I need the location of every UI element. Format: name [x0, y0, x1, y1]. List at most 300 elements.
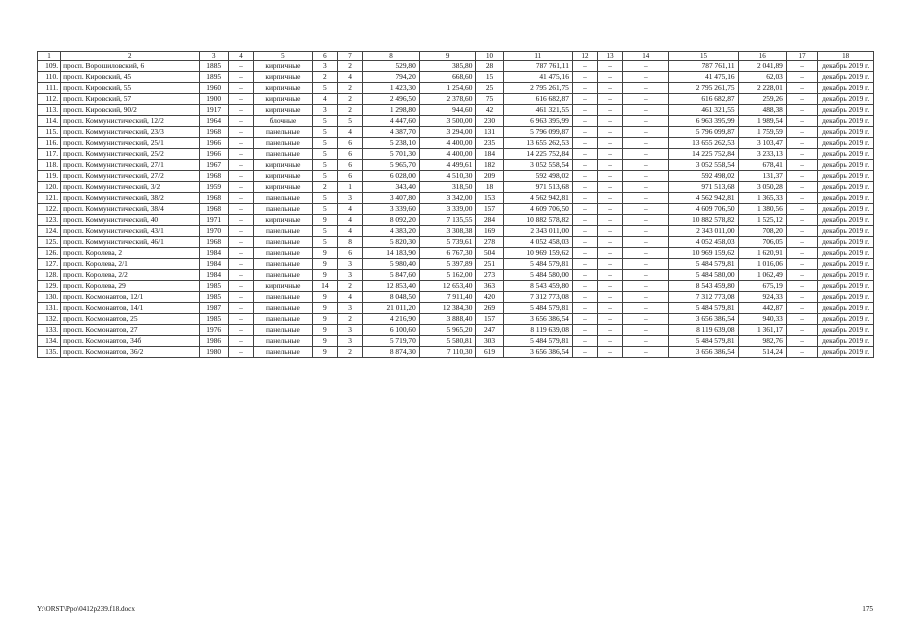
table-cell: 4 052 458,03	[503, 237, 572, 248]
table-cell: –	[623, 292, 669, 303]
table-cell: –	[598, 259, 623, 270]
table-cell: –	[786, 160, 817, 171]
table-cell: –	[786, 259, 817, 270]
address-cell: просп. Коммунистический, 23/3	[61, 127, 199, 138]
table-cell: –	[572, 303, 597, 314]
table-cell: 3	[337, 303, 362, 314]
column-number-cell: 4	[228, 52, 253, 61]
table-cell: 5	[337, 116, 362, 127]
address-cell: просп. Коммунистический, 40	[61, 215, 199, 226]
table-cell: –	[623, 83, 669, 94]
table-cell: –	[623, 215, 669, 226]
table-cell: 3 308,38	[419, 226, 476, 237]
table-cell: 4 510,30	[419, 171, 476, 182]
table-cell: 5	[312, 83, 337, 94]
deadline-cell: декабрь 2019 г.	[818, 61, 874, 72]
table-cell: –	[598, 61, 623, 72]
table-cell: 14 225 752,84	[669, 149, 738, 160]
address-cell: просп. Коммунистический, 38/4	[61, 204, 199, 215]
table-cell: –	[228, 336, 253, 347]
table-cell: 2 795 261,75	[503, 83, 572, 94]
table-cell: 1984	[199, 259, 228, 270]
table-cell: 124.	[38, 226, 61, 237]
table-cell: 131,37	[738, 171, 786, 182]
table-cell: 6 028,00	[363, 171, 420, 182]
table-cell: –	[572, 314, 597, 325]
table-cell: 3 656 386,54	[503, 314, 572, 325]
table-cell: 5 162,00	[419, 270, 476, 281]
table-row	[38, 281, 874, 292]
table-row	[38, 193, 874, 204]
column-number-cell: 12	[572, 52, 597, 61]
table-cell: 182	[476, 160, 503, 171]
table-cell: 1985	[199, 292, 228, 303]
deadline-cell: декабрь 2019 г.	[818, 336, 874, 347]
table-cell: 184	[476, 149, 503, 160]
table-cell: 4	[312, 94, 337, 105]
table-cell: –	[598, 281, 623, 292]
table-cell: –	[786, 204, 817, 215]
table-cell: –	[786, 281, 817, 292]
table-row	[38, 325, 874, 336]
table-cell: 940,33	[738, 314, 786, 325]
table-row	[38, 171, 874, 182]
table-cell: 1960	[199, 83, 228, 94]
table-cell: 318,50	[419, 182, 476, 193]
table-cell: –	[786, 336, 817, 347]
table-cell: 1 365,33	[738, 193, 786, 204]
table-cell: 7 312 773,08	[503, 292, 572, 303]
table-cell: 75	[476, 94, 503, 105]
table-cell: 1985	[199, 281, 228, 292]
table-cell: 3 233,13	[738, 149, 786, 160]
table-cell: 3 052 558,54	[503, 160, 572, 171]
table-cell: 209	[476, 171, 503, 182]
address-cell: просп. Коммунистический, 3/2	[61, 182, 199, 193]
table-cell: 9	[312, 292, 337, 303]
table-cell: –	[623, 138, 669, 149]
table-row	[38, 182, 874, 193]
deadline-cell: декабрь 2019 г.	[818, 193, 874, 204]
table-cell: –	[598, 94, 623, 105]
table-cell: 1976	[199, 325, 228, 336]
table-cell: 2	[312, 72, 337, 83]
table-cell: 1 298,80	[363, 105, 420, 116]
deadline-cell: декабрь 2019 г.	[818, 83, 874, 94]
table-cell: –	[598, 248, 623, 259]
address-cell: просп. Коммунистический, 12/2	[61, 116, 199, 127]
table-cell: 442,87	[738, 303, 786, 314]
table-cell: 1967	[199, 160, 228, 171]
table-cell: 6 100,60	[363, 325, 420, 336]
table-cell: 1968	[199, 237, 228, 248]
table-cell: 2 496,50	[363, 94, 420, 105]
table-cell: –	[572, 193, 597, 204]
table-cell: 6	[337, 160, 362, 171]
table-cell: –	[623, 204, 669, 215]
table-cell: 1895	[199, 72, 228, 83]
table-cell: 529,80	[363, 61, 420, 72]
table-cell: –	[623, 237, 669, 248]
table-row	[38, 314, 874, 325]
address-cell: просп. Космонавтов, 14/1	[61, 303, 199, 314]
table-cell: –	[228, 281, 253, 292]
table-cell: 1980	[199, 347, 228, 358]
address-cell: просп. Кировский, 90/2	[61, 105, 199, 116]
table-cell: 5 484 579,81	[503, 303, 572, 314]
table-cell: –	[623, 281, 669, 292]
table-cell: 706,05	[738, 237, 786, 248]
table-cell: 4	[337, 72, 362, 83]
table-cell: панельные	[254, 204, 313, 215]
table-cell: –	[786, 72, 817, 83]
table-cell: –	[572, 182, 597, 193]
table-cell: 5 484 579,81	[669, 336, 738, 347]
deadline-cell: декабрь 2019 г.	[818, 116, 874, 127]
table-cell: 169	[476, 226, 503, 237]
table-cell: 1984	[199, 270, 228, 281]
table-cell: –	[572, 259, 597, 270]
deadline-cell: декабрь 2019 г.	[818, 105, 874, 116]
table-cell: 6	[337, 171, 362, 182]
table-cell: –	[572, 336, 597, 347]
table-cell: 592 498,02	[503, 171, 572, 182]
table-cell: –	[786, 193, 817, 204]
table-cell: 5	[312, 204, 337, 215]
table-cell: 8 092,20	[363, 215, 420, 226]
table-cell: 130.	[38, 292, 61, 303]
table-cell: –	[598, 270, 623, 281]
table-cell: –	[623, 248, 669, 259]
table-cell: 2 795 261,75	[669, 83, 738, 94]
table-cell: 1917	[199, 105, 228, 116]
column-number-cell: 9	[419, 52, 476, 61]
column-number-cell: 1	[38, 52, 61, 61]
column-number-cell: 13	[598, 52, 623, 61]
column-number-cell: 16	[738, 52, 786, 61]
deadline-cell: декабрь 2019 г.	[818, 204, 874, 215]
table-cell: 4 609 706,50	[503, 204, 572, 215]
table-cell: 121.	[38, 193, 61, 204]
table-cell: 132.	[38, 314, 61, 325]
address-cell: просп. Королева, 2/1	[61, 259, 199, 270]
table-cell: –	[228, 160, 253, 171]
column-number-cell: 10	[476, 52, 503, 61]
table-cell: 3	[337, 193, 362, 204]
table-cell: 1 361,17	[738, 325, 786, 336]
table-cell: 6	[337, 138, 362, 149]
table-cell: –	[623, 193, 669, 204]
table-row	[38, 237, 874, 248]
table-cell: 678,41	[738, 160, 786, 171]
table-cell: кирпичные	[254, 83, 313, 94]
table-cell: 4 216,90	[363, 314, 420, 325]
table-cell: 14	[312, 281, 337, 292]
table-cell: –	[572, 237, 597, 248]
table-cell: 125.	[38, 237, 61, 248]
table-cell: 5 980,40	[363, 259, 420, 270]
table-cell: 7 135,55	[419, 215, 476, 226]
deadline-cell: декабрь 2019 г.	[818, 182, 874, 193]
table-cell: –	[572, 149, 597, 160]
table-cell: 3	[312, 61, 337, 72]
table-cell: 461 321,55	[669, 105, 738, 116]
table-cell: кирпичные	[254, 281, 313, 292]
table-cell: 3 052 558,54	[669, 160, 738, 171]
table-cell: –	[786, 105, 817, 116]
address-cell: просп. Коммунистический, 38/2	[61, 193, 199, 204]
table-cell: 153	[476, 193, 503, 204]
table-cell: 3	[312, 105, 337, 116]
table-cell: –	[228, 270, 253, 281]
column-number-cell: 5	[254, 52, 313, 61]
table-cell: 1987	[199, 303, 228, 314]
table-cell: 6 767,30	[419, 248, 476, 259]
table-cell: –	[786, 182, 817, 193]
footer-page-number: 175	[862, 605, 873, 613]
table-cell: 5 796 099,87	[503, 127, 572, 138]
table-cell: 9	[312, 215, 337, 226]
table-cell: –	[572, 94, 597, 105]
table-cell: панельные	[254, 138, 313, 149]
table-cell: панельные	[254, 347, 313, 358]
table-cell: –	[786, 270, 817, 281]
table-cell: 6	[337, 149, 362, 160]
table-cell: 5 484 579,81	[503, 336, 572, 347]
table-cell: –	[623, 259, 669, 270]
table-cell: –	[598, 347, 623, 358]
table-cell: –	[623, 61, 669, 72]
column-number-cell: 15	[669, 52, 738, 61]
table-cell: –	[572, 270, 597, 281]
table-cell: 235	[476, 138, 503, 149]
table-cell: 971 513,68	[503, 182, 572, 193]
table-cell: 5	[312, 116, 337, 127]
table-cell: 3 656 386,54	[669, 347, 738, 358]
table-cell: –	[572, 226, 597, 237]
table-cell: 9	[312, 270, 337, 281]
table-cell: –	[228, 226, 253, 237]
table-cell: 5 796 099,87	[669, 127, 738, 138]
table-cell: 123.	[38, 215, 61, 226]
table-cell: 62,03	[738, 72, 786, 83]
table-cell: –	[598, 292, 623, 303]
table-cell: 1 620,91	[738, 248, 786, 259]
table-cell: 5 484 580,00	[503, 270, 572, 281]
address-cell: просп. Кировский, 45	[61, 72, 199, 83]
table-cell: –	[623, 347, 669, 358]
table-cell: –	[786, 127, 817, 138]
table-cell: –	[572, 61, 597, 72]
column-number-cell: 3	[199, 52, 228, 61]
table-cell: 8 119 639,08	[669, 325, 738, 336]
deadline-cell: декабрь 2019 г.	[818, 72, 874, 83]
table-cell: –	[228, 182, 253, 193]
table-cell: 135.	[38, 347, 61, 358]
table-cell: 21 011,20	[363, 303, 420, 314]
table-cell: 9	[312, 325, 337, 336]
table-cell: 504	[476, 248, 503, 259]
table-cell: 122.	[38, 204, 61, 215]
table-cell: 1 062,49	[738, 270, 786, 281]
address-cell: просп. Королева, 2	[61, 248, 199, 259]
table-cell: –	[786, 215, 817, 226]
table-cell: 616 682,87	[503, 94, 572, 105]
table-row	[38, 160, 874, 171]
table-cell: 126.	[38, 248, 61, 259]
table-cell: 1 016,06	[738, 259, 786, 270]
table-cell: 1 759,59	[738, 127, 786, 138]
table-cell: 247	[476, 325, 503, 336]
table-cell: 1885	[199, 61, 228, 72]
deadline-cell: декабрь 2019 г.	[818, 215, 874, 226]
table-cell: –	[572, 116, 597, 127]
table-cell: –	[228, 259, 253, 270]
deadline-cell: декабрь 2019 г.	[818, 149, 874, 160]
column-number-cell: 14	[623, 52, 669, 61]
table-cell: 119.	[38, 171, 61, 182]
table-cell: 5 820,30	[363, 237, 420, 248]
table-cell: панельные	[254, 237, 313, 248]
table-cell: 5	[312, 237, 337, 248]
table-cell: –	[598, 182, 623, 193]
table-cell: 5 484 579,81	[669, 259, 738, 270]
table-cell: –	[228, 248, 253, 259]
table-cell: 4 052 458,03	[669, 237, 738, 248]
table-cell: 3 050,28	[738, 182, 786, 193]
table-row	[38, 83, 874, 94]
table-cell: кирпичные	[254, 171, 313, 182]
table-row	[38, 347, 874, 358]
table-cell: –	[598, 314, 623, 325]
address-cell: просп. Коммунистический, 27/2	[61, 171, 199, 182]
table-cell: –	[572, 105, 597, 116]
table-cell: 3 339,60	[363, 204, 420, 215]
table-cell: 4 609 706,50	[669, 204, 738, 215]
table-cell: панельные	[254, 325, 313, 336]
table-cell: 2	[337, 94, 362, 105]
table-cell: 616 682,87	[669, 94, 738, 105]
deadline-cell: декабрь 2019 г.	[818, 325, 874, 336]
table-cell: панельные	[254, 336, 313, 347]
table-cell: 3 500,00	[419, 116, 476, 127]
table-cell: 592 498,02	[669, 171, 738, 182]
address-cell: просп. Космонавтов, 27	[61, 325, 199, 336]
table-cell: кирпичные	[254, 215, 313, 226]
table-cell: 1	[337, 182, 362, 193]
table-cell: 111.	[38, 83, 61, 94]
table-cell: 131.	[38, 303, 61, 314]
table-cell: –	[572, 138, 597, 149]
table-cell: панельные	[254, 292, 313, 303]
column-number-cell: 17	[786, 52, 817, 61]
table-cell: –	[598, 325, 623, 336]
table-cell: 2	[337, 61, 362, 72]
table-cell: 1966	[199, 138, 228, 149]
table-cell: –	[572, 215, 597, 226]
deadline-cell: декабрь 2019 г.	[818, 160, 874, 171]
table-cell: 461 321,55	[503, 105, 572, 116]
column-number-cell: 18	[818, 52, 874, 61]
table-cell: 3	[337, 270, 362, 281]
table-cell: 619	[476, 347, 503, 358]
table-row	[38, 292, 874, 303]
table-cell: 230	[476, 116, 503, 127]
table-cell: –	[786, 138, 817, 149]
table-cell: 10 882 578,82	[503, 215, 572, 226]
table-cell: 5 397,89	[419, 259, 476, 270]
table-cell: –	[572, 325, 597, 336]
table-cell: 28	[476, 61, 503, 72]
table-cell: –	[598, 215, 623, 226]
table-cell: –	[228, 116, 253, 127]
table-cell: –	[572, 292, 597, 303]
table-cell: –	[572, 204, 597, 215]
table-cell: 2	[337, 105, 362, 116]
table-cell: –	[228, 61, 253, 72]
table-cell: панельные	[254, 226, 313, 237]
table-cell: 128.	[38, 270, 61, 281]
deadline-cell: декабрь 2019 г.	[818, 226, 874, 237]
table-cell: 8 119 639,08	[503, 325, 572, 336]
table-cell: 2 228,01	[738, 83, 786, 94]
table-cell: 2	[337, 347, 362, 358]
table-cell: 9	[312, 347, 337, 358]
table-cell: кирпичные	[254, 61, 313, 72]
table-cell: 1968	[199, 127, 228, 138]
table-cell: 8 543 459,80	[503, 281, 572, 292]
column-number-cell: 7	[337, 52, 362, 61]
table-cell: 303	[476, 336, 503, 347]
address-cell: просп. Коммунистический, 46/1	[61, 237, 199, 248]
table-cell: 3 888,40	[419, 314, 476, 325]
table-cell: 117.	[38, 149, 61, 160]
table-cell: 1968	[199, 171, 228, 182]
table-cell: 363	[476, 281, 503, 292]
address-cell: просп. Королева, 2/2	[61, 270, 199, 281]
table-cell: –	[598, 160, 623, 171]
table-cell: –	[598, 105, 623, 116]
footer-file-path: Y:\ORST\Ppo\0412p239.f18.docx	[37, 605, 135, 613]
table-cell: кирпичные	[254, 72, 313, 83]
table-cell: 42	[476, 105, 503, 116]
table-cell: 4	[337, 127, 362, 138]
address-cell: просп. Кировский, 55	[61, 83, 199, 94]
table-cell: 9	[312, 314, 337, 325]
address-cell: просп. Космонавтов, 25	[61, 314, 199, 325]
table-cell: –	[623, 116, 669, 127]
deadline-cell: декабрь 2019 г.	[818, 259, 874, 270]
table-row	[38, 336, 874, 347]
table-cell: –	[786, 303, 817, 314]
table-cell: –	[623, 149, 669, 160]
table-cell: 118.	[38, 160, 61, 171]
table-cell: –	[786, 83, 817, 94]
table-cell: 4 400,00	[419, 138, 476, 149]
table-row	[38, 116, 874, 127]
table-cell: 8 048,50	[363, 292, 420, 303]
table-cell: 6 963 395,99	[669, 116, 738, 127]
table-cell: 278	[476, 237, 503, 248]
table-cell: 1966	[199, 149, 228, 160]
table-cell: 7 312 773,08	[669, 292, 738, 303]
table-cell: 12 653,40	[419, 281, 476, 292]
table-cell: –	[786, 94, 817, 105]
table-cell: 3	[337, 336, 362, 347]
table-cell: 4	[337, 226, 362, 237]
table-cell: 787 761,11	[503, 61, 572, 72]
table-cell: 131	[476, 127, 503, 138]
